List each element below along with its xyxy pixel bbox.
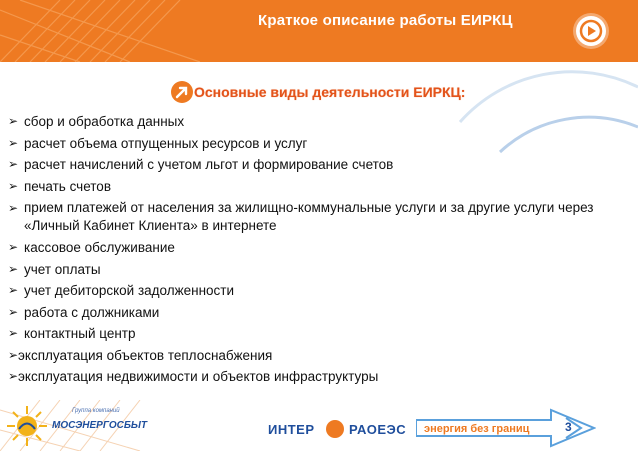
rao-brand: РАОЕЭС bbox=[349, 422, 407, 437]
arrowhead-bullet-icon: ➢ bbox=[8, 157, 19, 171]
inter-brand: ИНТЕР bbox=[268, 422, 315, 437]
arrowhead-bullet-icon: ➢ bbox=[8, 201, 19, 215]
activities-list bbox=[8, 111, 620, 388]
rao-logo-icon bbox=[326, 420, 344, 438]
arrowhead-bullet-icon: ➢ bbox=[8, 261, 19, 276]
arrowhead-bullet-icon: ➢ bbox=[8, 283, 19, 297]
mosenergosbyt-logo-text: Группа компаний МОСЭНЕРГОСБЫТ bbox=[52, 408, 148, 431]
arrowhead-bullet-icon: ➢ bbox=[8, 178, 19, 193]
arrowhead-bullet-icon: ➢ bbox=[8, 326, 19, 340]
arrowhead-bullet-icon: ➢ bbox=[8, 304, 19, 319]
slide-header bbox=[0, 0, 638, 62]
group-caption: Группа компаний bbox=[72, 408, 120, 414]
list-item: ➢ кассовое обслуживание bbox=[8, 237, 620, 259]
slide-title: Краткое описание работы ЕИРКЦ bbox=[258, 12, 513, 29]
page-number: 3 bbox=[565, 420, 572, 434]
list-item: ➢ прием платежей от населения за жилищно-коммунальные услуги и за другие услуги через «Личный Кабинет Клиента» в интернете bbox=[8, 200, 594, 233]
arrow-up-right-icon bbox=[170, 80, 194, 104]
arrowhead-bullet-icon: ➢ bbox=[8, 135, 19, 150]
list-item: ➢ эксплуатация объектов теплоснабжения bbox=[8, 345, 620, 367]
list-item: ➢ расчет начислений с учетом льгот и формирование счетов bbox=[8, 154, 620, 176]
slogan: энергия без границ bbox=[424, 423, 530, 435]
section-heading: Основные виды деятельности ЕИРКЦ: bbox=[194, 84, 466, 100]
arrowhead-bullet-icon: ➢ bbox=[8, 347, 19, 362]
list-item: ➢ сбор и обработка данных bbox=[8, 111, 620, 133]
list-item: ➢ расчет объема отпущенных ресурсов и услуг bbox=[8, 133, 620, 155]
list-item: ➢ работа с должниками bbox=[8, 302, 620, 324]
list-item: ➢ учет дебиторской задолженности bbox=[8, 280, 620, 302]
arrowhead-bullet-icon: ➢ bbox=[8, 114, 19, 128]
play-circle-icon[interactable] bbox=[576, 16, 606, 46]
arrowhead-bullet-icon: ➢ bbox=[8, 240, 19, 254]
header-stripes-decoration bbox=[0, 0, 240, 62]
list-item: ➢ контактный центр bbox=[8, 323, 620, 345]
list-item: ➢ печать счетов bbox=[8, 176, 620, 198]
list-item: ➢ эксплуатация недвижимости и объектов инфраструктуры bbox=[8, 366, 620, 388]
arrowhead-bullet-icon: ➢ bbox=[8, 369, 19, 383]
list-item: ➢ учет оплаты bbox=[8, 259, 620, 281]
sun-logo-icon bbox=[4, 404, 50, 448]
